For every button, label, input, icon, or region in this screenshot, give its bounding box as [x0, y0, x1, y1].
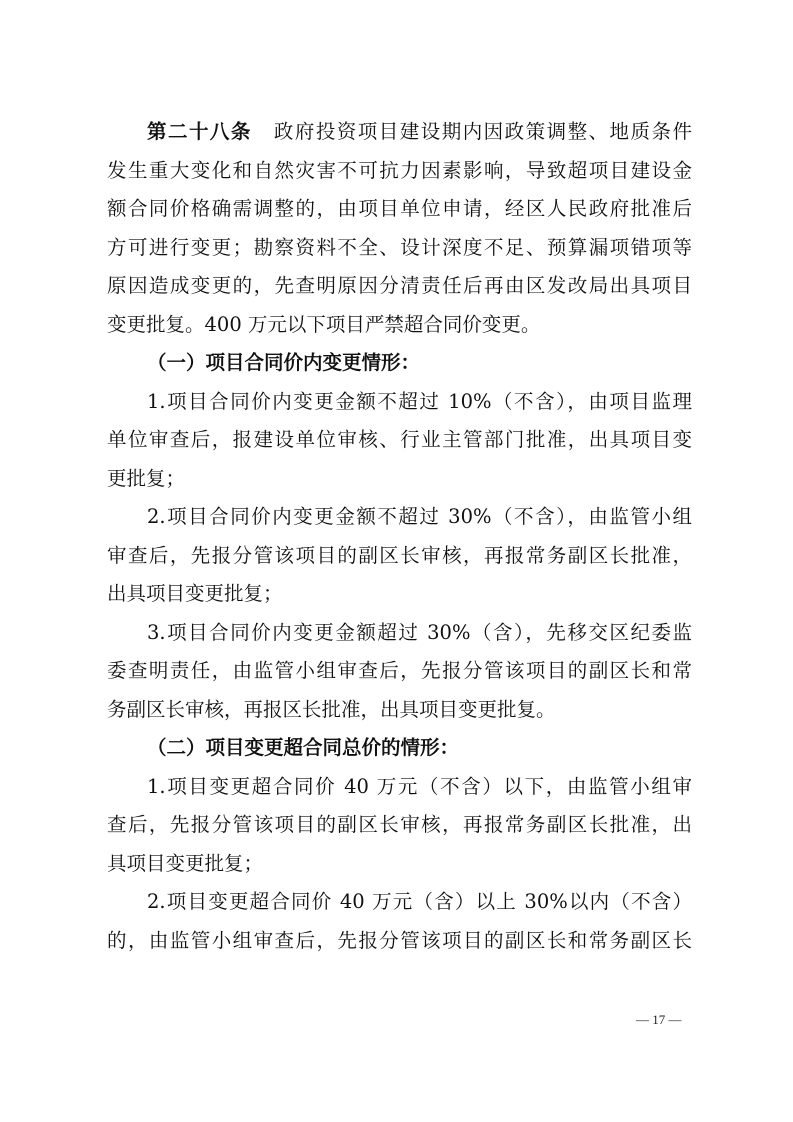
paragraph-line: 政府投资项目建设期内因政策调整、地质条件 [273, 120, 692, 143]
list-item-line: 3.项目合同价内变更金额超过 30%（含），先移交区纪委监 [147, 620, 692, 644]
list-item-line: 1.项目变更超合同价 40 万元（不含）以下，由监管小组审 [147, 774, 692, 798]
list-item-line: 的，由监管小组审查后，先报分管该项目的副区长和常务副区长 [107, 928, 692, 952]
list-item-line: 查后，先报分管该项目的副区长审核，再报常务副区长批准，出 [107, 813, 692, 836]
section-heading: （一）项目合同价内变更情形： [147, 351, 421, 374]
document-body [107, 113, 692, 960]
paragraph-line: 发生重大变化和自然灾害不可抗力因素影响，导致超项目建设金 [107, 158, 692, 182]
paragraph-line: 方可进行变更；勘察资料不全、设计深度不足、预算漏项错项等 [107, 235, 692, 259]
article-first-line [107, 113, 692, 152]
list-item-line: 务副区长审核，再报区长批准，出具项目变更批复。 [107, 697, 556, 721]
list-item-line: 具项目变更批复； [107, 851, 264, 875]
article-number: 第二十八条 [147, 120, 252, 143]
page-number: — 17 — [636, 1012, 682, 1027]
paragraph-line: 额合同价格确需调整的，由项目单位申请，经区人民政府批准后 [107, 197, 692, 220]
list-item-line: 出具项目变更批复； [107, 582, 283, 605]
section-heading: （二）项目变更超合同总价的情形： [147, 736, 460, 759]
paragraph-line: 原因造成变更的，先查明原因分清责任后再由区发改局出具项目 [107, 274, 692, 297]
list-item-line: 1.项目合同价内变更金额不超过 10%（不含），由项目监理 [147, 389, 692, 413]
list-item-line: 委查明责任，由监管小组审查后，先报分管该项目的副区长和常 [107, 659, 692, 682]
list-item-line: 更批复； [107, 466, 186, 490]
list-item-line: 单位审查后，报建设单位审核、行业主管部门批准，出具项目变 [107, 428, 692, 451]
list-item-line: 审查后，先报分管该项目的副区长审核，再报常务副区长批准， [107, 543, 692, 567]
list-item-line: 2.项目合同价内变更金额不超过 30%（不含），由监管小组 [147, 505, 692, 528]
paragraph-line: 变更批复。400 万元以下项目严禁超合同价变更。 [107, 312, 541, 336]
list-item-line: 2.项目变更超合同价 40 万元（含）以上 30%以内（不含） [147, 890, 692, 913]
